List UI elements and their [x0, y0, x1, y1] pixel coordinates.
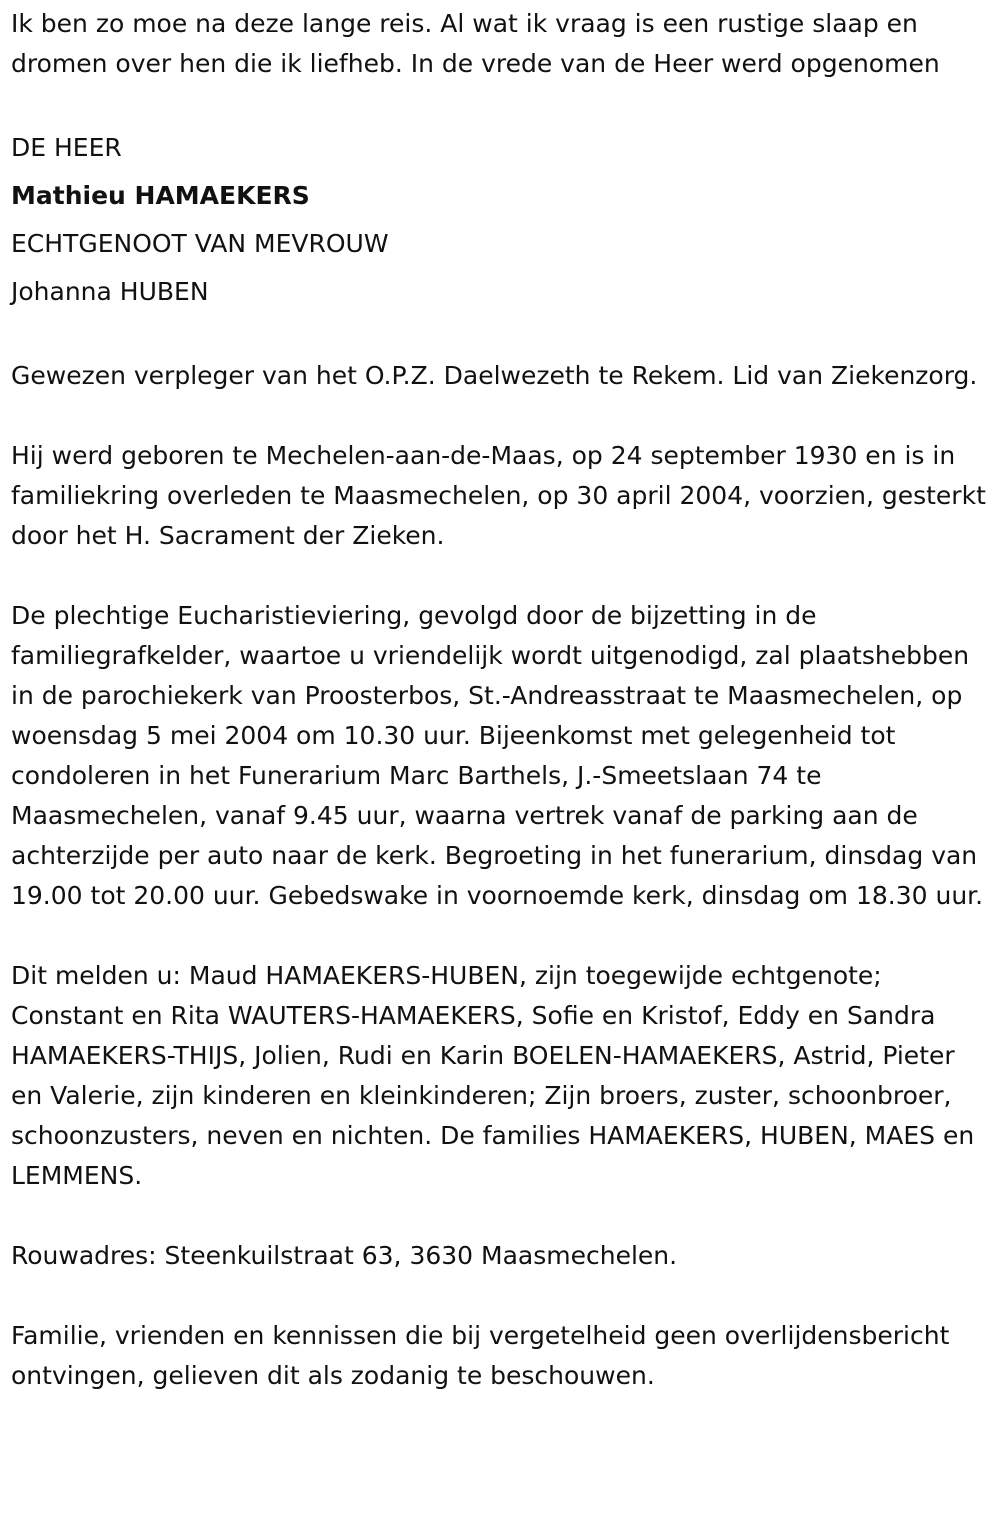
profession-paragraph: Gewezen verpleger van het O.P.Z. Daelwezeth te Rekem. Lid van Ziekenzorg. [11, 361, 978, 390]
announcement-paragraph: Dit melden u: Maud HAMAEKERS-HUBEN, zijn toegewijde echtgenote; Constant en Rita WAUTERS-HAMAEKERS, Sofie en Kristof, Eddy en Sandra HAMAEKERS-THIJS, Jolien, Rudi en Karin BOELEN-HAMAEKERS, Astrid, Pieter en Valerie, zijn kinderen en kleinkinderen; Zijn broers, zuster, schoonbroer, schoonzusters, neven en nichten. De families HAMAEKERS, HUBEN, MAES en LEMMENS. [11, 961, 975, 1190]
birth-death-paragraph: Hij werd geboren te Mechelen-aan-de-Maas, op 24 september 1930 en is in familiekring overleden te Maasmechelen, op 30 april 2004, voorzien, gesterkt door het H. Sacrament der Zieken. [11, 441, 986, 550]
ceremony-paragraph: De plechtige Eucharistieviering, gevolgd door de bijzetting in de familiegrafkelder, waartoe u vriendelijk wordt uitgenodigd, zal plaatshebben in de parochiekerk van Proosterbos, St.-Andreasstraat te Maasmechelen, op woensdag 5 mei 2004 om 10.30 uur. Bijeenkomst met gelegenheid tot condoleren in het Funerarium Marc Barthels, J.-Smeetslaan 74 te Maasmechelen, vanaf 9.45 uur, waarna vertrek vanaf de parking aan de achterzijde per auto naar de kerk. Begroeting in het funerarium, dinsdag van 19.00 tot 20.00 uur. Gebedswake in voornoemde kerk, dinsdag om 18.30 uur. [11, 601, 984, 910]
intro-paragraph: Ik ben zo moe na deze lange reis. Al wat ik vraag is een rustige slaap en dromen over hen die ik liefheb. In de vrede van de Heer werd opgenomen [11, 9, 940, 78]
title-block [11, 124, 992, 316]
spouse-name: Johanna HUBEN [11, 277, 209, 306]
salutation: DE HEER [11, 133, 122, 162]
address-paragraph: Rouwadres: Steenkuilstraat 63, 3630 Maasmechelen. [11, 1241, 678, 1270]
deceased-name: Mathieu HAMAEKERS [11, 181, 310, 210]
closing-paragraph: Familie, vrienden en kennissen die bij vergetelheid geen overlijdensbericht ontvingen, gelieven dit als zodanig te beschouwen. [11, 1321, 950, 1390]
relation-line: ECHTGENOOT VAN MEVROUW [11, 229, 389, 258]
